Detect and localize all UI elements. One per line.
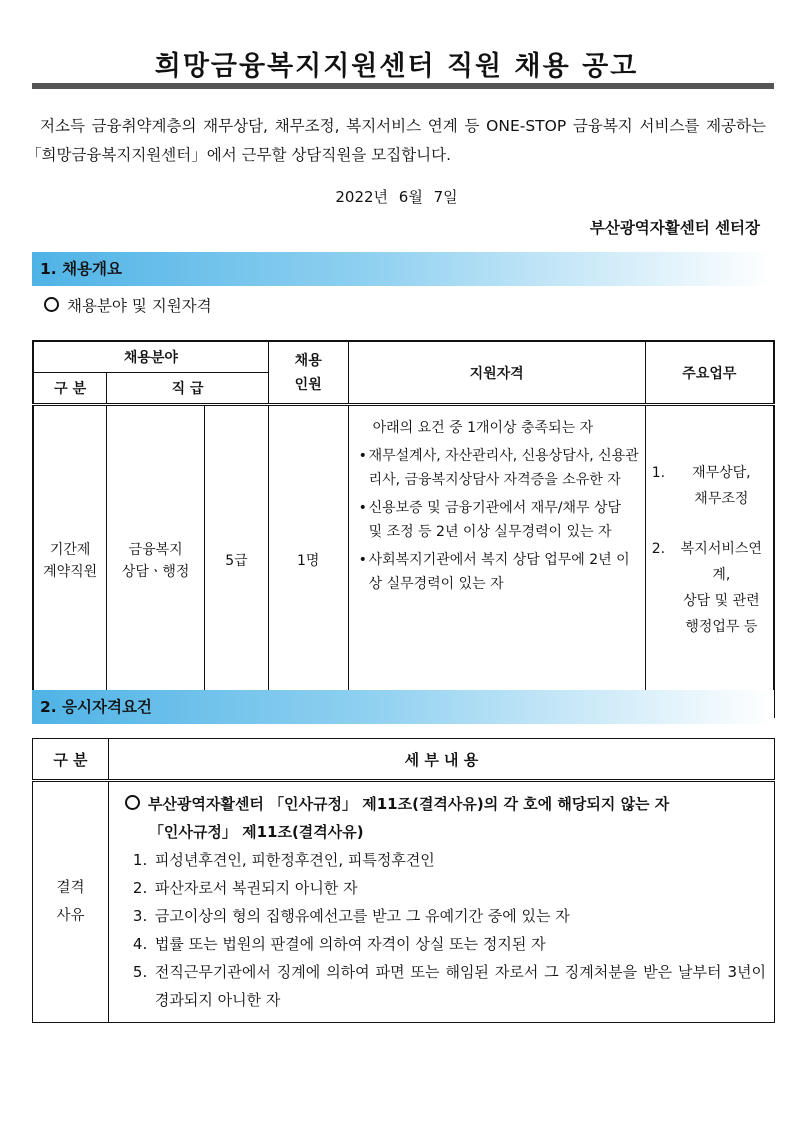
cell-disqualification: 결격 사유 bbox=[33, 781, 109, 1023]
qualification-intro: 아래의 요건 중 1개이상 충족되는 자 bbox=[372, 420, 594, 436]
subheading-text: 채용분야 및 지원자격 bbox=[67, 297, 212, 315]
cell-headcount: 1명 bbox=[268, 405, 348, 718]
cell-grade: 5급 bbox=[205, 405, 269, 718]
bullet-dot-icon: • bbox=[358, 448, 367, 464]
recruitment-table bbox=[32, 340, 775, 718]
section1-subheading bbox=[44, 294, 212, 316]
header-details: 세 부 내 용 bbox=[108, 739, 774, 781]
circle-bullet-icon bbox=[125, 795, 140, 810]
section2-heading: 2. 응시자격요건 bbox=[32, 690, 774, 724]
cell-category: 기간제 계약직원 bbox=[33, 405, 107, 718]
title-underline bbox=[32, 83, 774, 89]
qualification-item: • 재무설계사, 자산관리사, 신용상담사, 신용관리사, 금융복지상담사 자격증을 소유한 자 bbox=[359, 444, 639, 492]
details-subhead: 「인사규정」 제11조(결격사유) bbox=[148, 823, 364, 841]
cell-qualifications bbox=[348, 405, 645, 718]
disqualification-item: 4. 법률 또는 법원의 판결에 의하여 자격이 상실 또는 정지된 자 bbox=[132, 935, 546, 953]
header-field: 채용분야 bbox=[33, 341, 268, 373]
intro-paragraph: 저소득 금융취약계층의 재무상담, 채무조정, 복지서비스 연계 등 ONE-STOP 금융복지 서비스를 제공하는 「희망금융복지지원센터」에서 근무할 상담직원을 모집합니다. bbox=[26, 117, 766, 164]
circle-bullet-icon bbox=[44, 297, 59, 312]
bullet-dot-icon: • bbox=[358, 552, 367, 568]
notice-date: 2022년 6월 7일 bbox=[335, 188, 458, 206]
header-category: 구 분 bbox=[33, 739, 109, 781]
details-lead: 부산광역자활센터 「인사규정」 제11조(결격사유)의 각 호에 해당되지 않는 자 bbox=[125, 790, 766, 818]
qualification-item: • 신용보증 및 금융기관에서 재무/채무 상담 및 조정 등 2년 이상 실무경력이 있는 자 bbox=[359, 496, 639, 544]
requirements-table bbox=[32, 738, 775, 1023]
cell-duties bbox=[645, 405, 774, 718]
header-headcount: 채용 인원 bbox=[268, 341, 348, 405]
issuer: 부산광역자활센터 센터장 bbox=[589, 219, 760, 237]
header-category: 구 분 bbox=[33, 373, 107, 405]
disqualification-item: 3. 금고이상의 형의 집행유예선고를 받고 그 유예기간 중에 있는 자 bbox=[132, 907, 570, 925]
cell-details bbox=[108, 781, 774, 1023]
header-qualifications: 지원자격 bbox=[348, 341, 645, 405]
bullet-dot-icon: • bbox=[358, 500, 367, 516]
qualification-item: • 사회복지기관에서 복지 상담 업무에 2년 이상 실무경력이 있는 자 bbox=[359, 548, 639, 596]
duty-item: 2. 복지서비스연계, 상담 및 관련 행정업무 등 bbox=[651, 541, 762, 635]
duty-item: 1. 재무상담, 채무조정 bbox=[651, 465, 751, 507]
cell-position: 금융복지 상담ㆍ행정 bbox=[107, 405, 205, 718]
disqualification-item: 5. 전직근무기관에서 징계에 의하여 파면 또는 해임된 자로서 그 징계처분을 받은 날부터 3년이 경과되지 아니한 자 bbox=[132, 963, 766, 1009]
section1-heading: 1. 채용개요 bbox=[32, 252, 774, 286]
disqualification-item: 1. 피성년후견인, 피한정후견인, 피특정후견인 bbox=[132, 851, 435, 869]
header-rank: 직 급 bbox=[107, 373, 269, 405]
page-title: 희망금융복지지원센터 직원 채용 공고 bbox=[154, 51, 639, 82]
header-duties: 주요업무 bbox=[645, 341, 774, 405]
disqualification-item: 2. 파산자로서 복권되지 아니한 자 bbox=[132, 879, 358, 897]
